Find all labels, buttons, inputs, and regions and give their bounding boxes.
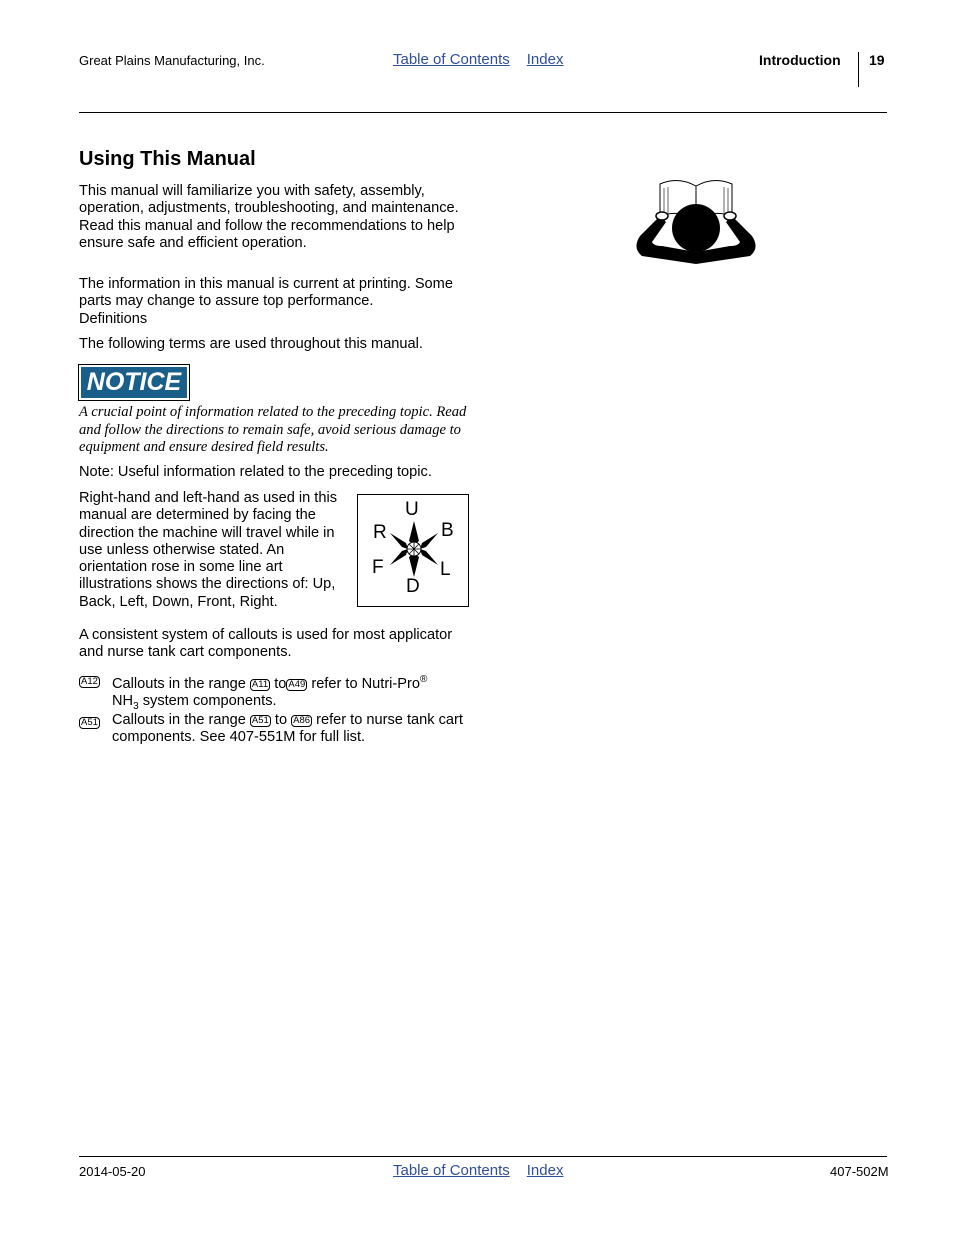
company-name: Great Plains Manufacturing, Inc. <box>79 53 265 68</box>
callout-text: to <box>274 675 287 692</box>
page-title: Using This Manual <box>79 148 256 170</box>
callout-range-start: A51 <box>251 715 269 726</box>
rose-down-label: D <box>406 576 420 597</box>
index-link[interactable]: Index <box>526 51 564 68</box>
reading-person-icon <box>630 176 762 266</box>
callouts-intro: A consistent system of callouts is used for most applicator and nurse tank cart components. <box>79 627 453 661</box>
index-link[interactable]: Index <box>526 1162 564 1179</box>
notice-badge: NOTICE <box>79 365 189 400</box>
compass-rose-icon <box>386 521 442 577</box>
callout-text: refer to Nutri-Pro <box>311 675 420 692</box>
rose-right-label: R <box>373 522 387 543</box>
callout-tag: A12 <box>81 676 98 687</box>
intro-paragraph: This manual will familiarize you with safety, assembly, operation, adjustments, troubleshooting, and maintenance. Read this manual and follow the recommendations to help ensure safe and efficient operation. <box>79 183 459 251</box>
subscript: 3 <box>133 701 139 713</box>
notice-text: A crucial point of information related to the preceding topic. Read and follow the directions to remain safe, avoid serious damage to equipment and ensure desired field results. <box>79 404 467 456</box>
callout-item <box>79 671 469 713</box>
table-of-contents-link[interactable]: Table of Contents <box>393 1162 510 1179</box>
header-rule <box>79 112 887 113</box>
rose-up-label: U <box>405 499 419 520</box>
note-text: Note: Useful information related to the preceding topic. <box>79 464 432 480</box>
orientation-paragraph: Right-hand and left-hand as used in this manual are determined by facing the direction the machine will travel while in use unless otherwise stated. An orientation rose in some line art illustrations shows the directions of: Up, Back, Left, Down, Front, Right. <box>79 490 337 610</box>
header-nav <box>393 51 563 69</box>
callout-text: Callouts in the range <box>112 675 246 692</box>
callout-range-end: A49 <box>288 678 306 690</box>
callout-item <box>79 712 469 748</box>
section-title: Introduction <box>759 52 841 68</box>
callout-range-end: A86 <box>293 715 311 726</box>
callout-text: Callouts in the range <box>112 712 246 728</box>
registered-mark: ® <box>420 674 428 685</box>
callout-text: NH <box>112 693 134 710</box>
callout-text: to <box>274 712 288 728</box>
footer-date: 2014-05-20 <box>79 1164 146 1179</box>
callout-tag: A51 <box>81 717 98 728</box>
page-number: 19 <box>869 52 885 68</box>
rose-left-label: L <box>440 559 451 580</box>
footer-rule <box>79 1156 887 1157</box>
terms-paragraph: The following terms are used throughout this manual. <box>79 336 423 352</box>
currency-paragraph: The information in this manual is current at printing. Some parts may change to assure top performance. <box>79 276 453 310</box>
callout-text: system components. <box>142 693 277 710</box>
callout-text: refer to nurse tank cart components. See 407-551M for full list. <box>112 712 463 746</box>
header-divider <box>858 52 859 87</box>
callout-range-start: A11 <box>251 678 269 690</box>
rose-back-label: B <box>441 520 454 541</box>
table-of-contents-link[interactable]: Table of Contents <box>393 51 510 68</box>
definitions-heading: Definitions <box>79 311 148 327</box>
footer-nav <box>393 1162 563 1180</box>
document-number: 407-502M <box>830 1164 889 1179</box>
orientation-rose <box>357 494 469 607</box>
rose-front-label: F <box>372 557 384 578</box>
